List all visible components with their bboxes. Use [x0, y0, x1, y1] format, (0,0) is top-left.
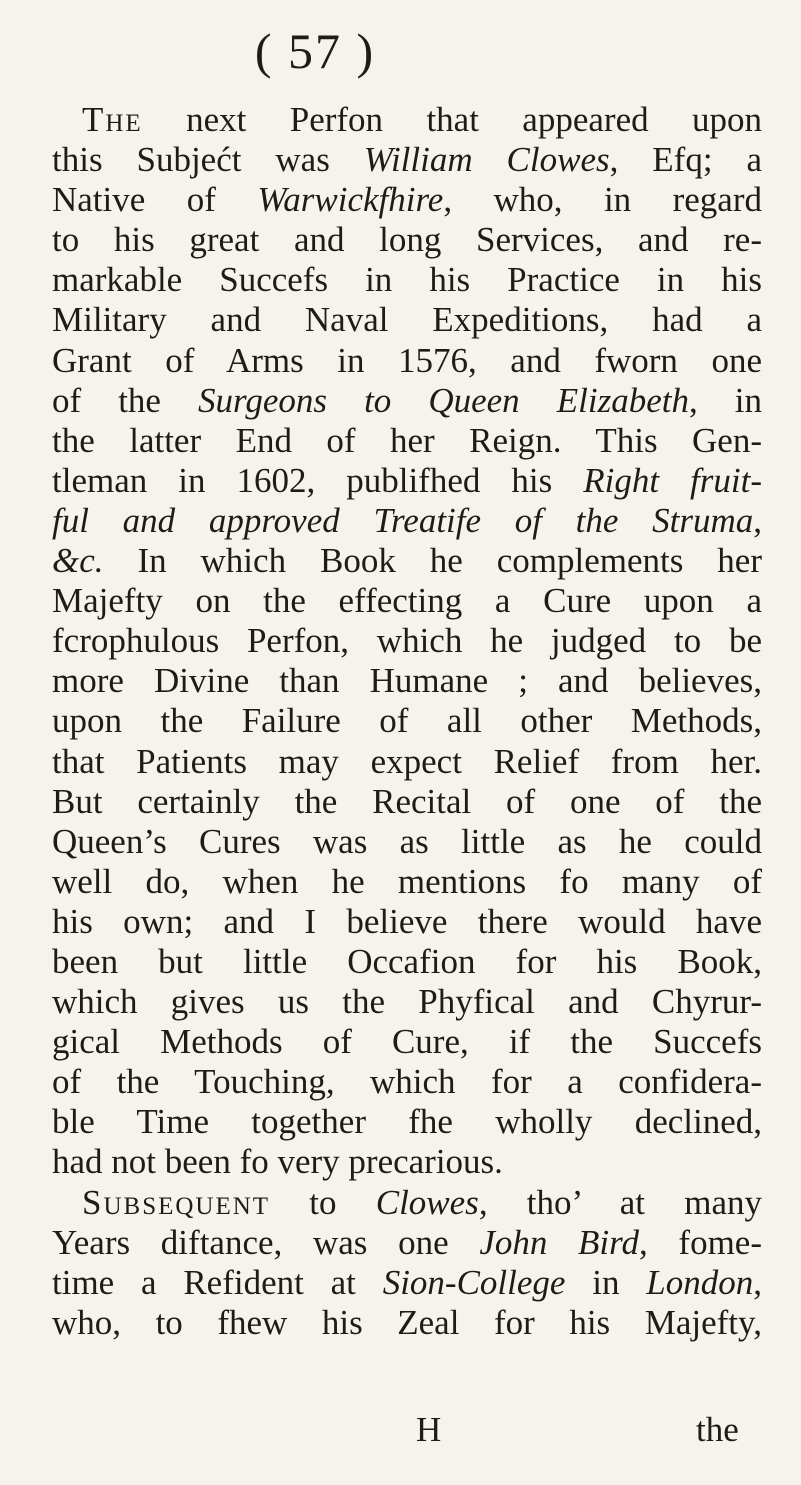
text-line: ful and approved Treatife of the Struma, [52, 500, 762, 540]
text-line: been but little Occafion for his Book, [52, 941, 762, 981]
text-line: of the Surgeons to Queen Elizabeth, in [52, 380, 762, 420]
text-line: well do, when he mentions fo many of [52, 861, 762, 901]
page-number: ( 57 ) [254, 23, 376, 79]
text-line: that Patients may expect Relief from her. [52, 741, 762, 781]
catchword: the [696, 1410, 739, 1449]
text-line: Queen’s Cures was as little as he could [52, 821, 762, 861]
text-line: markable Succefs in his Practice in his [52, 260, 762, 300]
text-line: Military and Naval Expeditions, had a [52, 300, 762, 340]
text-line: who, to fhew his Zeal for his Majefty, [52, 1302, 762, 1342]
text-line: Majefty on the effecting a Cure upon a [52, 581, 762, 621]
text-line: had not been fo very precarious. [52, 1142, 503, 1182]
text-line: tleman in 1602, publifhed his Right fruit- [52, 460, 762, 500]
text-line: ble Time together fhe wholly declined, [52, 1102, 762, 1142]
text-line: this Subjećt was William Clowes, Efq; a [52, 140, 763, 180]
text-line: which gives us the Phyfical and Chyrur- [52, 982, 762, 1022]
text-line: &c. In which Book he complements her [52, 541, 762, 581]
text-line: more Divine than Humane ; and believes, [52, 661, 762, 701]
text-line: But certainly the Recital of one of the [52, 781, 762, 821]
text-line: fcrophulous Perfon, which he judged to be [52, 621, 762, 661]
text-line: upon the Failure of all other Methods, [52, 701, 762, 741]
text-line: gical Methods of Cure, if the Succefs [52, 1022, 762, 1062]
text-line: of the Touching, which for a confidera- [52, 1062, 762, 1102]
text-line: time a Refident at Sion-College in London, [52, 1262, 762, 1302]
text-line: Subsequent to Clowes, tho’ at many [82, 1182, 762, 1222]
text-line: Years diftance, was one John Bird, fome- [52, 1222, 762, 1262]
body-text [52, 100, 762, 1343]
text-line: Grant of Arms in 1576, and fworn one [52, 340, 762, 380]
text-line: to his great and long Services, and re- [52, 220, 762, 260]
text-line: Native of Warwickfhire, who, in regard [52, 180, 762, 220]
text-line: The next Perfon that appeared upon [82, 100, 762, 139]
text-line: his own; and I believe there would have [52, 901, 762, 941]
text-line: the latter End of her Reign. This Gen- [52, 420, 762, 460]
signature-mark: H [416, 1410, 442, 1449]
